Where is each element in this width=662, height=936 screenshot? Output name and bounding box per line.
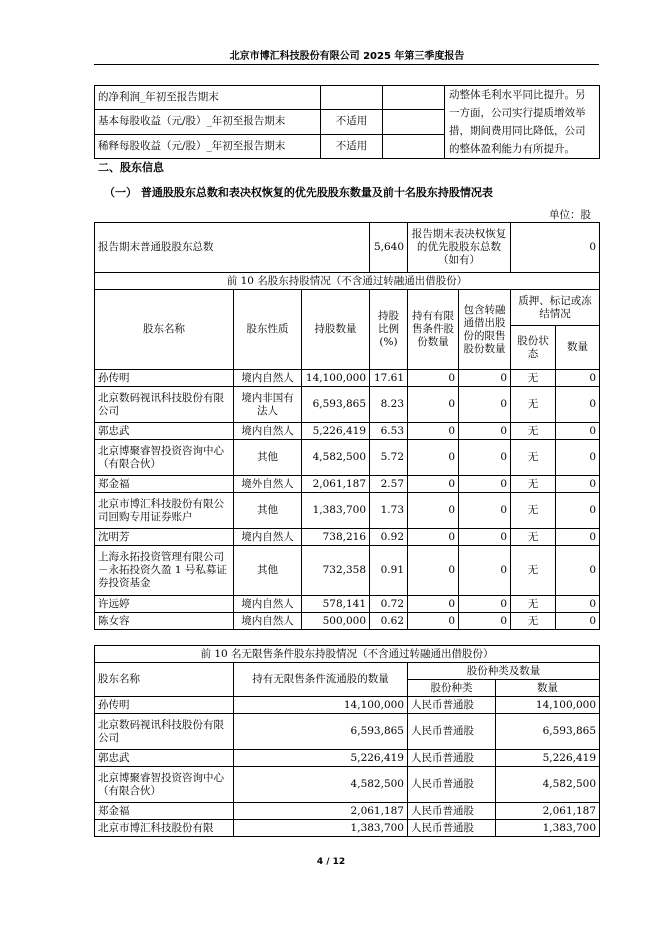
col-header-pledge-qty: 数量 [556,326,600,370]
table-row [95,767,600,803]
pref-holders-value: 0 [511,223,600,273]
subsection-title: （一） 普通股股东总数和表决权恢复的优先股股东数量及前十名股东持股情况表 [104,186,493,199]
holder-lent: 0 [459,387,511,423]
table-row [95,387,600,423]
holder-restricted: 0 [408,387,459,423]
col-header-nature: 股东性质 [234,290,302,370]
u-col-header-type-group: 股份种类及数量 [408,663,600,680]
holder-pledge-status: 无 [511,546,556,596]
holder-ratio: 2.57 [370,476,408,493]
u-holder-type: 人民币普通股 [408,767,496,803]
section-title: 二、股东信息 [98,161,164,174]
holder-name: 上海永拓投资管理有限公司－永拓投资久盈 1 号私募证券投资基金 [95,546,234,596]
u-holder-name: 孙传明 [95,697,234,714]
u-holder-qty: 1,383,700 [496,820,600,837]
holder-ratio: 17.61 [370,370,408,387]
holder-name: 陈女容 [95,613,234,630]
holder-ratio: 5.72 [370,440,408,476]
holder-name: 北京博聚睿智投资咨询中心（有限合伙） [95,440,234,476]
holder-shares: 14,100,000 [302,370,370,387]
u-col-header-qty: 数量 [496,680,600,697]
holder-ratio: 0.62 [370,613,408,630]
total-holders-value: 5,640 [370,223,408,273]
col-header-pledge: 质押、标记或冻结情况 [511,290,600,326]
u-holder-qty: 14,100,000 [496,697,600,714]
indicator-value: 不适用 [321,134,383,158]
u-holder-type: 人民币普通股 [408,750,496,767]
u-holder-type: 人民币普通股 [408,803,496,820]
profit-indicator-table [94,85,600,159]
holder-lent: 0 [459,370,511,387]
holder-pledge-qty: 0 [556,423,600,440]
holder-shares: 732,358 [302,546,370,596]
table-row [95,750,600,767]
indicator-value [321,86,383,110]
holder-shares: 1,383,700 [302,493,370,529]
holder-nature: 其他 [234,546,302,596]
holder-lent: 0 [459,440,511,476]
holder-nature: 境内非国有法人 [234,387,302,423]
holder-lent: 0 [459,476,511,493]
table-row [95,596,600,613]
u-holder-qty: 6,593,865 [496,714,600,750]
holder-lent: 0 [459,596,511,613]
table-row [95,714,600,750]
holder-pledge-status: 无 [511,370,556,387]
holder-pledge-status: 无 [511,440,556,476]
holder-ratio: 1.73 [370,493,408,529]
holder-pledge-status: 无 [511,493,556,529]
u-holder-type: 人民币普通股 [408,714,496,750]
holder-name: 沈明芳 [95,529,234,546]
holder-lent: 0 [459,423,511,440]
u-holder-amount: 4,582,500 [234,767,408,803]
holder-name: 郑金福 [95,476,234,493]
holder-restricted: 0 [408,370,459,387]
holder-shares: 578,141 [302,596,370,613]
holder-nature: 境内自然人 [234,423,302,440]
u-holder-name: 郭忠武 [95,750,234,767]
indicator-value: 不适用 [321,110,383,134]
holder-restricted: 0 [408,423,459,440]
holder-restricted: 0 [408,613,459,630]
holder-lent: 0 [459,529,511,546]
indicator-blank [383,134,445,158]
holder-restricted: 0 [408,493,459,529]
u-holder-name: 北京博聚睿智投资咨询中心（有限合伙） [95,767,234,803]
holder-restricted: 0 [408,476,459,493]
indicator-note: 动整体毛利水平同比提升。另一方面，公司实行提质增效举措，期间费用同比降低，公司的整体盈利能力有所提升。 [445,86,600,159]
shareholder-table [94,222,600,630]
holder-pledge-qty: 0 [556,529,600,546]
table-row [95,440,600,476]
holder-shares: 6,593,865 [302,387,370,423]
holder-pledge-qty: 0 [556,370,600,387]
u-holder-amount: 2,061,187 [234,803,408,820]
total-holders-label: 报告期末普通股股东总数 [95,223,370,273]
holder-lent: 0 [459,613,511,630]
table-row [95,803,600,820]
table-row [95,546,600,596]
col-header-pledge-status: 股份状态 [511,326,556,370]
holder-shares: 4,582,500 [302,440,370,476]
col-header-name: 股东名称 [95,290,234,370]
holder-restricted: 0 [408,529,459,546]
holder-restricted: 0 [408,546,459,596]
table-row [95,697,600,714]
holder-restricted: 0 [408,440,459,476]
holder-shares: 738,216 [302,529,370,546]
indicator-blank [383,110,445,134]
holder-shares: 500,000 [302,613,370,630]
holder-pledge-qty: 0 [556,546,600,596]
holder-name: 许远婷 [95,596,234,613]
holder-pledge-qty: 0 [556,387,600,423]
holder-ratio: 8.23 [370,387,408,423]
holder-nature: 境内自然人 [234,613,302,630]
holder-ratio: 6.53 [370,423,408,440]
unit-label: 单位：股 [549,209,591,221]
u-holder-amount: 1,383,700 [234,820,408,837]
u-holder-name: 郑金福 [95,803,234,820]
u-holder-type: 人民币普通股 [408,820,496,837]
u-holder-name: 北京数码视讯科技股份有限公司 [95,714,234,750]
holder-nature: 其他 [234,493,302,529]
holder-ratio: 0.91 [370,546,408,596]
holder-name: 孙传明 [95,370,234,387]
holder-pledge-status: 无 [511,529,556,546]
table-row [95,820,600,837]
indicator-label: 基本每股收益（元/股）_年初至报告期末 [95,110,321,134]
indicator-label: 的净利润_年初至报告期末 [95,86,321,110]
u-holder-qty: 4,582,500 [496,767,600,803]
unrestricted-section-title: 前 10 名无限售条件股东持股情况（不含通过转融通出借股份） [95,646,600,663]
holder-lent: 0 [459,493,511,529]
col-header-shares: 持股数量 [302,290,370,370]
holder-ratio: 0.72 [370,596,408,613]
holder-name: 北京市博汇科技股份有限公司回购专用证券账户 [95,493,234,529]
holder-pledge-qty: 0 [556,440,600,476]
holder-name: 北京数码视讯科技股份有限公司 [95,387,234,423]
holder-ratio: 0.92 [370,529,408,546]
holder-pledge-qty: 0 [556,476,600,493]
top10-section-title: 前 10 名股东持股情况（不含通过转融通出借股份） [95,273,600,290]
u-holder-amount: 6,593,865 [234,714,408,750]
holder-pledge-status: 无 [511,596,556,613]
pref-holders-label: 报告期末表决权恢复的优先股股东总数（如有） [408,223,511,273]
holder-nature: 境内自然人 [234,596,302,613]
u-col-header-amount: 持有无限售条件流通股的数量 [234,663,408,697]
indicator-label: 稀释每股收益（元/股）_年初至报告期末 [95,134,321,158]
col-header-restricted: 持有有限售条件股份数量 [408,290,459,370]
holder-pledge-qty: 0 [556,613,600,630]
col-header-lent: 包含转融通借出股份的限售股份数量 [459,290,511,370]
table-row [95,613,600,630]
u-holder-name: 北京市博汇科技股份有限 [95,820,234,837]
holder-pledge-qty: 0 [556,596,600,613]
holder-pledge-status: 无 [511,476,556,493]
holder-shares: 5,226,419 [302,423,370,440]
u-holder-amount: 5,226,419 [234,750,408,767]
holder-nature: 境外自然人 [234,476,302,493]
holder-pledge-status: 无 [511,423,556,440]
holder-name: 郭忠武 [95,423,234,440]
u-holder-amount: 14,100,000 [234,697,408,714]
u-col-header-name: 股东名称 [95,663,234,697]
holder-pledge-qty: 0 [556,493,600,529]
unrestricted-table [94,645,600,837]
holder-pledge-status: 无 [511,387,556,423]
holder-restricted: 0 [408,596,459,613]
table-row [95,476,600,493]
holder-nature: 境内自然人 [234,370,302,387]
holder-lent: 0 [459,546,511,596]
page-number: 4 / 12 [316,857,346,867]
table-row [95,493,600,529]
table-row [95,423,600,440]
holder-nature: 境内自然人 [234,529,302,546]
u-holder-type: 人民币普通股 [408,697,496,714]
col-header-ratio: 持股比例(%) [370,290,408,370]
indicator-blank [383,86,445,110]
u-col-header-type: 股份种类 [408,680,496,697]
table-row [95,529,600,546]
header-divider [94,64,599,65]
holder-shares: 2,061,187 [302,476,370,493]
holder-pledge-status: 无 [511,613,556,630]
page-header: 北京市博汇科技股份有限公司 2025 年第三季度报告 [229,51,465,62]
u-holder-qty: 5,226,419 [496,750,600,767]
u-holder-qty: 2,061,187 [496,803,600,820]
holder-nature: 其他 [234,440,302,476]
table-row [95,370,600,387]
